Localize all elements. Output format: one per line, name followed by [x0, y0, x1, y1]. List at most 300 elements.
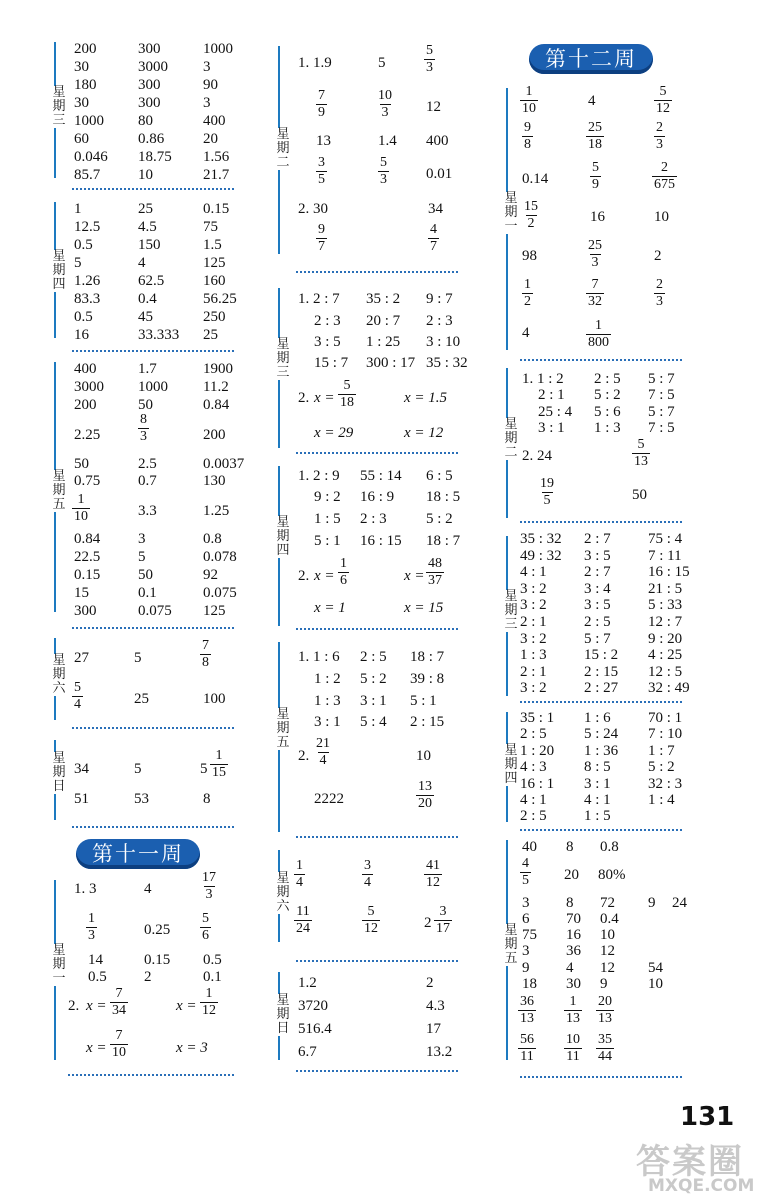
- fraction: $\frac{4}{7}$: [430, 222, 437, 254]
- dotted-divider: [296, 1070, 458, 1072]
- answer-cell: 2: [424, 915, 432, 931]
- dotted-divider: [72, 727, 234, 729]
- page-number: 131: [680, 1102, 735, 1132]
- fraction: $\frac{1}{13}$: [566, 994, 580, 1026]
- answer-cell: 54: [648, 960, 663, 976]
- answer-cell: 75: [203, 219, 218, 235]
- ratio-cell: 18 : 5: [426, 489, 461, 505]
- answer-cell: 12.5: [74, 219, 101, 235]
- ratio-cell: 4 : 25: [648, 647, 683, 664]
- fraction: $\frac{1}{800}$: [588, 318, 609, 350]
- answer-cell: 30: [74, 95, 89, 111]
- ratio-cell: 2 : 1: [538, 387, 565, 403]
- ratio-cell: 6 : 5: [426, 468, 453, 484]
- answer-cell: 1.5: [203, 237, 222, 253]
- ratio-cell: 1 : 2: [314, 671, 341, 687]
- answer-cell: 4.5: [138, 219, 157, 235]
- ratio-cell: 35 : 1: [520, 710, 555, 726]
- ratio-cell: 16 : 1: [520, 775, 555, 792]
- answer-cell: 16: [590, 209, 605, 225]
- answer-cell: 10: [138, 167, 153, 183]
- answer-cell: 250: [203, 309, 226, 325]
- answer-cell: 15: [74, 585, 89, 601]
- answer-cell: x =: [404, 568, 425, 584]
- ratio-cell: 9 : 2: [314, 489, 341, 505]
- ratio-cell: 5 : 7: [648, 371, 675, 387]
- answer-cell: 18: [522, 976, 537, 992]
- answer-cell: 3: [203, 95, 211, 111]
- ratio-cell: 32 : 3: [648, 775, 683, 792]
- answer-cell: 80: [138, 113, 153, 129]
- answer-cell: 0.8: [203, 531, 222, 547]
- ratio-cell: 3 : 1: [584, 775, 611, 792]
- day-tag-sat: 星 期 六: [50, 654, 68, 696]
- answer-cell: 2: [144, 969, 152, 985]
- ratio-cell: 5 : 2: [594, 387, 621, 403]
- fraction: $\frac{8}{3}$: [140, 412, 147, 444]
- ratio-cell: 5 : 6: [594, 404, 621, 420]
- fraction: $\frac{5}{9}$: [592, 160, 599, 192]
- ratio-cell: 39 : 8: [410, 671, 445, 687]
- answer-cell: 1. 3: [74, 881, 97, 897]
- fraction: $\frac{9}{7}$: [318, 222, 325, 254]
- answer-cell: 13.2: [426, 1044, 453, 1060]
- ratio-cell: 3 : 2: [520, 597, 547, 614]
- answer-cell: 51: [74, 791, 89, 807]
- answer-cell: 3.3: [138, 503, 157, 519]
- answer-cell: 92: [203, 567, 218, 583]
- ratio-cell: 3 : 1: [360, 693, 387, 709]
- ratio-cell: 1 : 5: [584, 808, 611, 825]
- answer-cell: 62.5: [138, 273, 165, 289]
- answer-cell: 200: [74, 397, 97, 413]
- answer-cell: 14: [88, 952, 103, 968]
- answer-cell: 45: [138, 309, 153, 325]
- fraction: $\frac{20}{13}$: [598, 994, 612, 1026]
- dotted-divider: [72, 826, 234, 828]
- answer-cell: 4: [566, 960, 574, 976]
- answer-cell: 0.075: [203, 585, 237, 601]
- fraction: $\frac{5}{12}$: [656, 84, 670, 116]
- fraction: $\frac{36}{13}$: [520, 994, 534, 1026]
- ratio-cell: 49 : 32: [520, 547, 562, 564]
- answer-cell: x =: [86, 998, 107, 1014]
- ratio-cell: 3 : 2: [520, 680, 547, 697]
- answer-cell: 4: [144, 881, 152, 897]
- day-tag-fri: 星 期 五: [50, 470, 68, 512]
- answer-cell: 22.5: [74, 549, 101, 565]
- ratio-cell: 2 : 5: [520, 808, 547, 825]
- fraction: $\frac{7}{32}$: [588, 277, 602, 309]
- ratio-cell: 35 : 2: [366, 291, 401, 307]
- answer-cell: 1.7: [138, 361, 157, 377]
- dotted-divider: [296, 628, 458, 630]
- ratio-cell: 2 : 7: [584, 531, 611, 547]
- fraction: $\frac{48}{37}$: [428, 556, 442, 588]
- answer-cell: 72: [600, 895, 615, 911]
- ratio-cell: 3 : 5: [584, 597, 611, 614]
- answer-cell: x =: [314, 390, 335, 406]
- fraction: $\frac{7}{10}$: [112, 1028, 126, 1060]
- day-tag-mon: 星 期 一: [502, 192, 520, 234]
- ratio-cell: 4 : 1: [520, 564, 547, 581]
- answer-cell: 1900: [203, 361, 233, 377]
- answer-cell: 0.84: [203, 397, 230, 413]
- fraction: $\frac{3}{5}$: [318, 155, 325, 187]
- answer-cell: 27: [74, 650, 89, 666]
- answer-cell: 3: [522, 943, 530, 959]
- fraction: $\frac{25}{3}$: [588, 238, 602, 270]
- answer-cell: 0.075: [138, 603, 172, 619]
- fraction: $\frac{5}{18}$: [340, 378, 354, 410]
- answer-cell: 10: [654, 209, 669, 225]
- fraction: $\frac{7}{34}$: [112, 986, 126, 1018]
- ratio-cell: 3 : 1: [314, 714, 341, 730]
- answer-cell: 4: [138, 255, 146, 271]
- answer-cell: 0.15: [203, 201, 230, 217]
- fraction: $\frac{10}{11}$: [566, 1032, 580, 1064]
- ratio-cell: 1 : 20: [520, 742, 555, 759]
- dotted-divider: [520, 521, 682, 523]
- ratio-cell: 1 : 6: [584, 710, 611, 726]
- answer-cell: 30: [74, 59, 89, 75]
- watermark-url: MXQE.COM: [648, 1176, 755, 1196]
- answer-cell: 0.75: [74, 473, 101, 489]
- answer-cell: 8: [203, 791, 211, 807]
- answer-cell: 2: [654, 248, 662, 264]
- answer-cell: 0.84: [74, 531, 101, 547]
- answer-cell: 4: [588, 93, 596, 109]
- ratio-cell: 9 : 7: [426, 291, 453, 307]
- fraction: $\frac{4}{5}$: [522, 856, 529, 888]
- ratio-cell: 5 : 24: [584, 726, 619, 743]
- answer-cell: 2.5: [138, 456, 157, 472]
- day-tag-thu: 星 期 四: [502, 744, 520, 786]
- answer-cell: 10: [648, 976, 663, 992]
- answer-cell: 200: [203, 427, 226, 443]
- answer-cell: 10: [416, 748, 431, 764]
- fraction: $\frac{35}{44}$: [598, 1032, 612, 1064]
- answer-cell: 0.25: [144, 922, 171, 938]
- answer-cell: 1.2: [298, 975, 317, 991]
- answer-cell: 56.25: [203, 291, 237, 307]
- answer-cell: 17: [426, 1021, 441, 1037]
- dotted-divider: [72, 350, 234, 352]
- ratio-cell: 3 : 4: [584, 580, 611, 597]
- answer-cell: 30: [566, 976, 581, 992]
- answer-cell: 16: [566, 927, 581, 943]
- answer-cell: 9: [600, 976, 608, 992]
- answer-cell: 300: [74, 603, 97, 619]
- ratio-cell: 5 : 1: [410, 693, 437, 709]
- answer-cell: 160: [203, 273, 226, 289]
- fraction: $\frac{9}{8}$: [524, 120, 531, 152]
- answer-cell: 25: [203, 327, 218, 343]
- ratio-cell: 2 : 27: [584, 680, 619, 697]
- answer-cell: 125: [203, 603, 226, 619]
- answer-cell: 8: [566, 839, 574, 855]
- ratio-cell: 1 : 7: [648, 742, 675, 759]
- fraction: $\frac{5}{3}$: [380, 155, 387, 187]
- ratio-cell: 300 : 17: [366, 355, 416, 371]
- ratio-cell: 2 : 15: [410, 714, 445, 730]
- ratio-cell: 5 : 2: [360, 671, 387, 687]
- answer-cell: 90: [203, 77, 218, 93]
- answer-cell: 6: [522, 911, 530, 927]
- dotted-divider: [296, 452, 458, 454]
- fraction: $\frac{1}{15}$: [212, 748, 226, 780]
- fraction: $\frac{5}{6}$: [202, 911, 209, 943]
- ratio-cell: 75 : 4: [648, 531, 683, 547]
- fraction: $\frac{5}{4}$: [74, 680, 81, 712]
- answer-cell: 0.1: [203, 969, 222, 985]
- ratio-cell: 18 : 7: [410, 649, 445, 665]
- ratio-cell: 2 : 1: [520, 663, 547, 680]
- ratio-cell: 7 : 5: [648, 420, 675, 436]
- ratio-cell: 1. 1 : 6: [298, 649, 340, 665]
- ratio-cell: 3 : 2: [520, 580, 547, 597]
- answer-cell: 400: [74, 361, 97, 377]
- fraction: $\frac{5}{12}$: [364, 904, 378, 936]
- answer-cell: 0.7: [138, 473, 157, 489]
- fraction: $\frac{11}{24}$: [296, 904, 310, 936]
- answer-cell: 12: [426, 99, 441, 115]
- answer-cell: 0.5: [203, 952, 222, 968]
- ratio-cell: 2 : 5: [594, 371, 621, 387]
- answer-cell: 1.4: [378, 133, 397, 149]
- ratio-cell: 2 : 5: [360, 649, 387, 665]
- ratio-cell: 20 : 7: [366, 313, 401, 329]
- ratio-cell: 32 : 49: [648, 680, 690, 697]
- answer-cell: 300: [138, 95, 161, 111]
- answer-cell: 85.7: [74, 167, 101, 183]
- answer-cell: 300: [138, 77, 161, 93]
- ratio-cell: 3 : 5: [314, 334, 341, 350]
- ratio-cell: 16 : 15: [360, 533, 402, 549]
- ratio-cell: 1 : 4: [648, 792, 675, 808]
- answer-cell: 5: [134, 761, 142, 777]
- ratio-cell: 5 : 2: [648, 759, 675, 776]
- fraction: $\frac{7}{8}$: [202, 638, 209, 670]
- ratio-cell: 5 : 33: [648, 597, 683, 614]
- answer-cell: 0.4: [600, 911, 619, 927]
- ratio-cell: 7 : 10: [648, 726, 683, 743]
- ratio-cell: 70 : 1: [648, 710, 683, 726]
- answer-cell: 0.8: [600, 839, 619, 855]
- fraction: $\frac{25}{18}$: [588, 120, 602, 152]
- answer-cell: 1.26: [74, 273, 101, 289]
- answer-cell: 10: [600, 927, 615, 943]
- answer-cell: 5: [138, 549, 146, 565]
- answer-cell: x = 15: [404, 600, 444, 616]
- day-tag-sun: 星 期 日: [274, 994, 292, 1036]
- ratio-cell: 5 : 7: [584, 630, 611, 647]
- ratio-cell: 4 : 1: [584, 792, 611, 808]
- answer-cell: x = 1.5: [404, 390, 448, 406]
- dotted-divider: [68, 1074, 234, 1076]
- answer-cell: 1.25: [203, 503, 230, 519]
- answer-cell: 34: [74, 761, 89, 777]
- answer-cell: 36: [566, 943, 581, 959]
- ratio-cell: 9 : 20: [648, 630, 683, 647]
- fraction: $\frac{1}{2}$: [524, 277, 531, 309]
- answer-cell: 1000: [203, 41, 233, 57]
- fraction: $\frac{2}{3}$: [656, 277, 663, 309]
- answer-cell: 200: [74, 41, 97, 57]
- answer-cell: 1.56: [203, 149, 230, 165]
- ratio-cell: 35 : 32: [426, 355, 468, 371]
- answer-cell: 0.078: [203, 549, 237, 565]
- answer-cell: 0.0037: [203, 456, 245, 472]
- answer-cell: x = 1: [314, 600, 346, 616]
- ratio-cell: 15 : 7: [314, 355, 349, 371]
- answer-cell: 2.: [298, 390, 310, 406]
- ratio-cell: 2 : 3: [314, 313, 341, 329]
- answer-cell: 20: [564, 867, 579, 883]
- answer-cell: 20: [203, 131, 218, 147]
- ratio-cell: 2 : 3: [360, 511, 387, 527]
- answer-cell: 130: [203, 473, 226, 489]
- fraction: $\frac{3}{17}$: [436, 904, 450, 936]
- ratio-cell: 4 : 3: [520, 759, 547, 776]
- ratio-cell: 16 : 9: [360, 489, 395, 505]
- answer-cell: 100: [203, 691, 226, 707]
- answer-cell: 1000: [74, 113, 104, 129]
- answer-cell: 400: [426, 133, 449, 149]
- answer-cell: 300: [138, 41, 161, 57]
- answer-cell: 83.3: [74, 291, 101, 307]
- answer-cell: 6.7: [298, 1044, 317, 1060]
- answer-cell: 4: [522, 325, 530, 341]
- answer-cell: 2: [426, 975, 434, 991]
- answer-cell: 98: [522, 248, 537, 264]
- answer-cell: 24: [672, 895, 687, 911]
- ratio-cell: 2 : 15: [584, 663, 619, 680]
- answer-cell: x =: [314, 568, 335, 584]
- fraction: $\frac{1}{10}$: [522, 84, 536, 116]
- day-tag-fri: 星 期 五: [274, 708, 292, 750]
- answer-cell: 2222: [314, 791, 344, 807]
- answer-cell: 0.15: [74, 567, 101, 583]
- answer-cell: 3: [522, 895, 530, 911]
- ratio-cell: 21 : 5: [648, 580, 683, 597]
- answer-cell: 13: [316, 133, 331, 149]
- fraction: $\frac{5}{13}$: [634, 437, 648, 469]
- answer-cell: 1. 1.9: [298, 55, 332, 71]
- day-tag-sun: 星 期 日: [50, 752, 68, 794]
- answer-cell: 12: [600, 943, 615, 959]
- answer-cell: 0.046: [74, 149, 108, 165]
- answer-cell: x =: [86, 1040, 107, 1056]
- answer-cell: 3: [203, 59, 211, 75]
- ratio-cell: 3 : 5: [584, 547, 611, 564]
- answer-cell: x = 29: [314, 425, 354, 441]
- answer-cell: 3000: [138, 59, 168, 75]
- answer-cell: 12: [600, 960, 615, 976]
- answer-cell: 5: [74, 255, 82, 271]
- answer-cell: 3: [138, 531, 146, 547]
- fraction: $\frac{1}{10}$: [74, 492, 88, 524]
- day-tag-thu: 星 期 四: [274, 516, 292, 558]
- fraction: $\frac{1}{4}$: [296, 858, 303, 890]
- fraction: $\frac{41}{12}$: [426, 858, 440, 890]
- day-tag-sat: 星 期 六: [274, 872, 292, 914]
- day-tag-mon: 星 期 一: [50, 944, 68, 986]
- answer-cell: 70: [566, 911, 581, 927]
- fraction: $\frac{17}{3}$: [202, 870, 216, 902]
- answer-cell: 516.4: [298, 1021, 332, 1037]
- ratio-cell: 1 : 5: [314, 511, 341, 527]
- answer-cell: 18.75: [138, 149, 172, 165]
- ratio-cell: 2 : 5: [584, 614, 611, 630]
- answer-cell: 5: [378, 55, 386, 71]
- answer-cell: 0.01: [426, 166, 453, 182]
- answer-cell: 5: [134, 650, 142, 666]
- ratio-cell: 1 : 36: [584, 742, 619, 759]
- ratio-cell: 1. 1 : 2: [522, 371, 564, 387]
- ratio-cell: 1 : 3: [594, 420, 621, 436]
- fraction: $\frac{1}{12}$: [202, 986, 216, 1018]
- ratio-cell: 12 : 5: [648, 663, 683, 680]
- answer-cell: 150: [138, 237, 161, 253]
- dotted-divider: [72, 188, 234, 190]
- day-tag-tue: 星 期 二: [502, 418, 520, 460]
- fraction: $\frac{1}{3}$: [88, 911, 95, 943]
- fraction: $\frac{19}{5}$: [540, 476, 554, 508]
- answer-cell: 5: [200, 761, 208, 777]
- ratio-cell: 55 : 14: [360, 468, 402, 484]
- ratio-cell: 15 : 2: [584, 647, 619, 664]
- dotted-divider: [296, 836, 458, 838]
- answer-cell: x =: [176, 998, 197, 1014]
- answer-cell: 2. 30: [298, 201, 328, 217]
- answer-cell: 8: [566, 895, 574, 911]
- watermark-logo: 答案圈: [636, 1142, 744, 1182]
- answer-cell: 11.2: [203, 379, 229, 395]
- ratio-cell: 5 : 1: [314, 533, 341, 549]
- ratio-cell: 35 : 32: [520, 531, 562, 547]
- ratio-cell: 2 : 3: [426, 313, 453, 329]
- answer-cell: 50: [74, 456, 89, 472]
- answer-cell: 0.5: [74, 237, 93, 253]
- ratio-cell: 2 : 1: [520, 614, 547, 630]
- dotted-divider: [520, 1076, 682, 1078]
- answer-cell: 0.5: [74, 309, 93, 325]
- ratio-cell: 7 : 5: [648, 387, 675, 403]
- day-tag-wed: 星 期 三: [274, 338, 292, 380]
- day-tag-wed: 星 期 三: [50, 86, 68, 128]
- fraction: $\frac{56}{11}$: [520, 1032, 534, 1064]
- day-tag-wed: 星 期 三: [502, 590, 520, 632]
- answer-cell: 3720: [298, 998, 328, 1014]
- dotted-divider: [296, 960, 458, 962]
- answer-cell: 80%: [598, 867, 626, 883]
- ratio-cell: 18 : 7: [426, 533, 461, 549]
- answer-cell: 400: [203, 113, 226, 129]
- fraction: $\frac{13}{20}$: [418, 779, 432, 811]
- answer-cell: 4.3: [426, 998, 445, 1014]
- answer-cell: 50: [138, 397, 153, 413]
- day-tag-tue: 星 期 二: [274, 128, 292, 170]
- fraction: $\frac{15}{2}$: [524, 199, 538, 231]
- dotted-divider: [72, 627, 234, 629]
- ratio-cell: 1 : 3: [314, 693, 341, 709]
- answer-cell: 50: [632, 487, 647, 503]
- answer-cell: 2.: [298, 748, 310, 764]
- ratio-cell: 12 : 7: [648, 614, 683, 630]
- dotted-divider: [296, 271, 458, 273]
- fraction: $\frac{21}{4}$: [316, 736, 330, 768]
